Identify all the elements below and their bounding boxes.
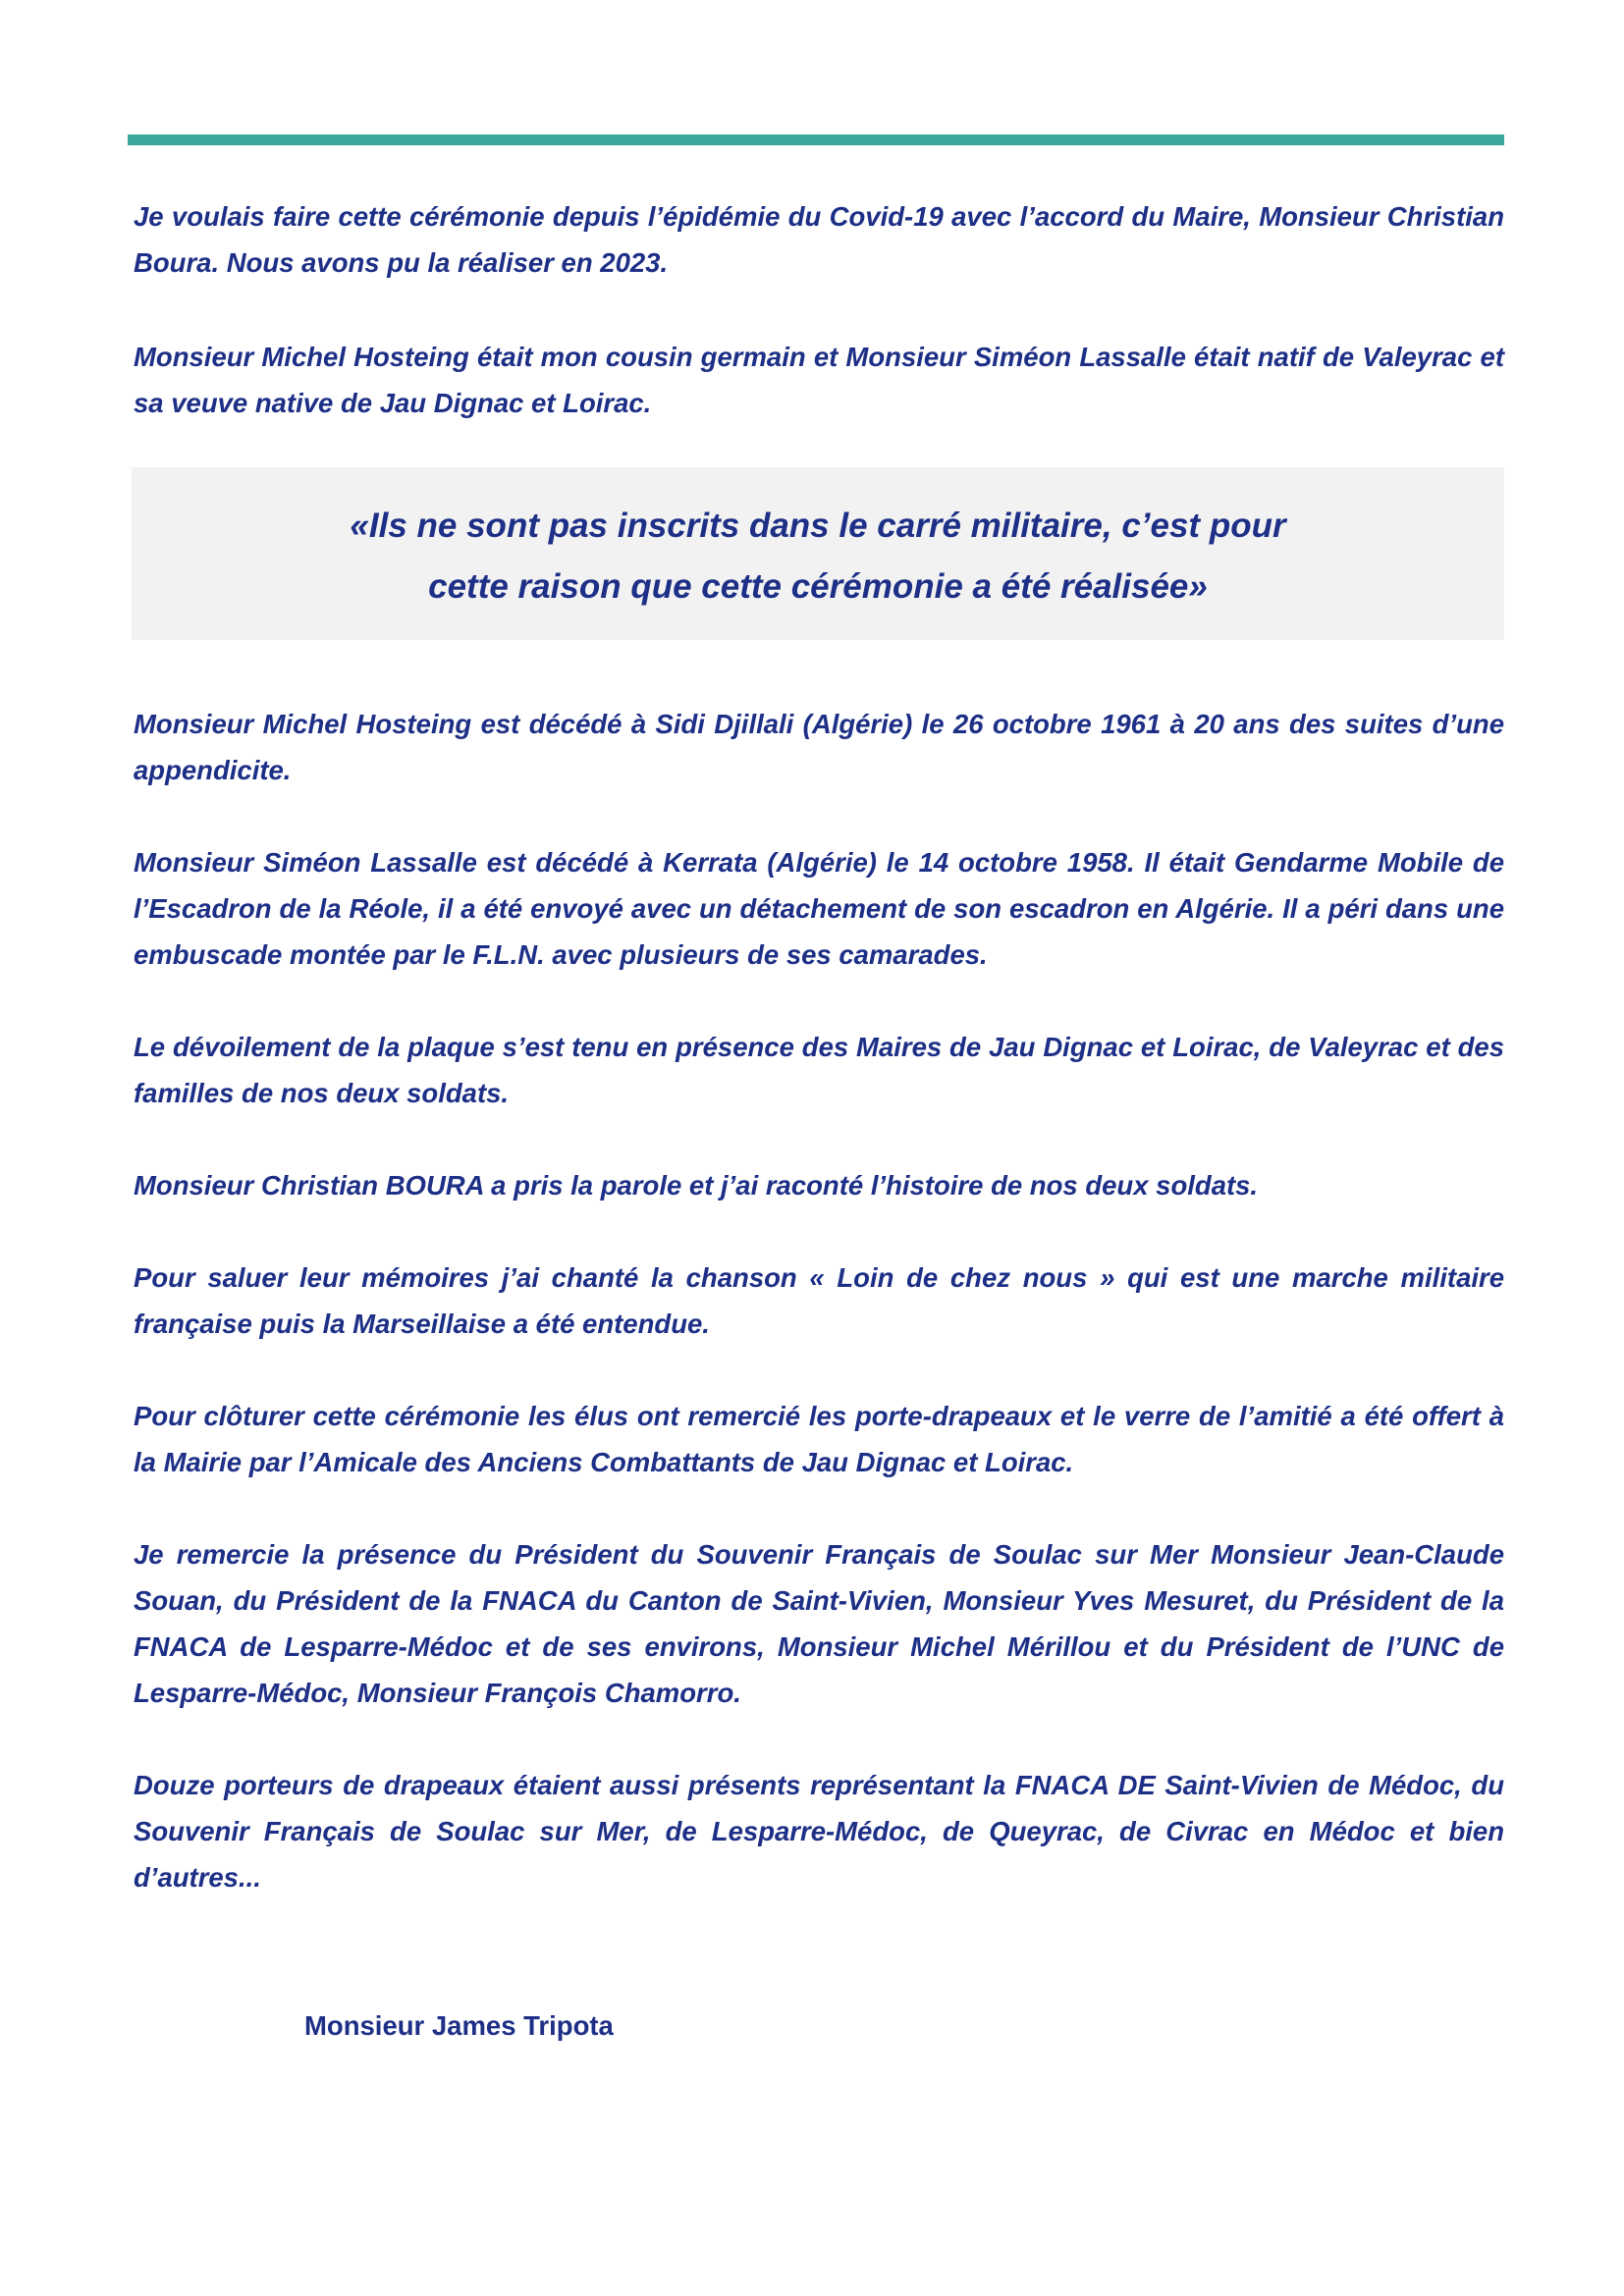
cousin-paragraph: Monsieur Michel Hosteing était mon cousin germain et Monsieur Siméon Lassalle était natif de Valeyrac et sa veuve native de Jau Dignac et Loirac. (134, 342, 1504, 418)
flag-bearers-paragraph: Douze porteurs de drapeaux étaient aussi présents représentant la FNACA DE Saint-Vivien de Médoc, du Souvenir Français de Soulac sur Mer, de Lesparre-Médoc, de Queyrac, de Civrac en Médoc et bien d’autres... (134, 1770, 1504, 1893)
unveiling-paragraph: Le dévoilement de la plaque s’est tenu en présence des Maires de Jau Dignac et Loirac, de Valeyrac et des familles de nos deux soldats. (134, 1032, 1504, 1108)
thanks-paragraph: Je remercie la présence du Président du Souvenir Français de Soulac sur Mer Monsieur Jean-Claude Souan, du Président de la FNACA du Canton de Saint-Vivien, Monsieur Yves Mesuret, du Président de la FNACA de Lesparre-Médoc et de ses environs, Monsieur Michel Mérillou et du Président de l’UNC de Lesparre-Médoc, Monsieur François Chamorro. (134, 1539, 1504, 1708)
author-signature: Monsieur James Tripota (304, 2010, 614, 2041)
hosteing-paragraph: Monsieur Michel Hosteing est décédé à Sidi Djillali (Algérie) le 26 octobre 1961 à 20 ans des suites d’une appendicite. (134, 709, 1504, 785)
intro-paragraph: Je voulais faire cette cérémonie depuis l’épidémie du Covid-19 avec l’accord du Maire, Monsieur Christian Boura. Nous avons pu la réaliser en 2023. (134, 201, 1504, 278)
lassalle-paragraph: Monsieur Siméon Lassalle est décédé à Kerrata (Algérie) le 14 octobre 1958. Il était Gendarme Mobile de l’Escadron de la Réole, il a été envoyé avec un détachement de son escadron en Algérie. Il a péri dans une embuscade montée par le F.L.N. avec plusieurs de ses camarades. (134, 847, 1504, 970)
speech-paragraph: Monsieur Christian BOURA a pris la parole et j’ai raconté l’histoire de nos deux soldats. (134, 1170, 1259, 1201)
pull-quote (132, 467, 1504, 640)
pull-quote-line-1: «Ils ne sont pas inscrits dans le carré militaire, c’est pour (350, 507, 1286, 545)
closing-paragraph: Pour clôturer cette cérémonie les élus ont remercié les porte-drapeaux et le verre de l’amitié a été offert à la Mairie par l’Amicale des Anciens Combattants de Jau Dignac et Loirac. (134, 1401, 1504, 1477)
top-accent-rule (128, 134, 1504, 145)
article-body (134, 193, 1504, 1900)
pull-quote-line-2: cette raison que cette cérémonie a été réalisée» (428, 567, 1208, 606)
song-paragraph: Pour saluer leur mémoires j’ai chanté la chanson « Loin de chez nous » qui est une marche militaire française puis la Marseillaise a été entendue. (134, 1262, 1504, 1339)
